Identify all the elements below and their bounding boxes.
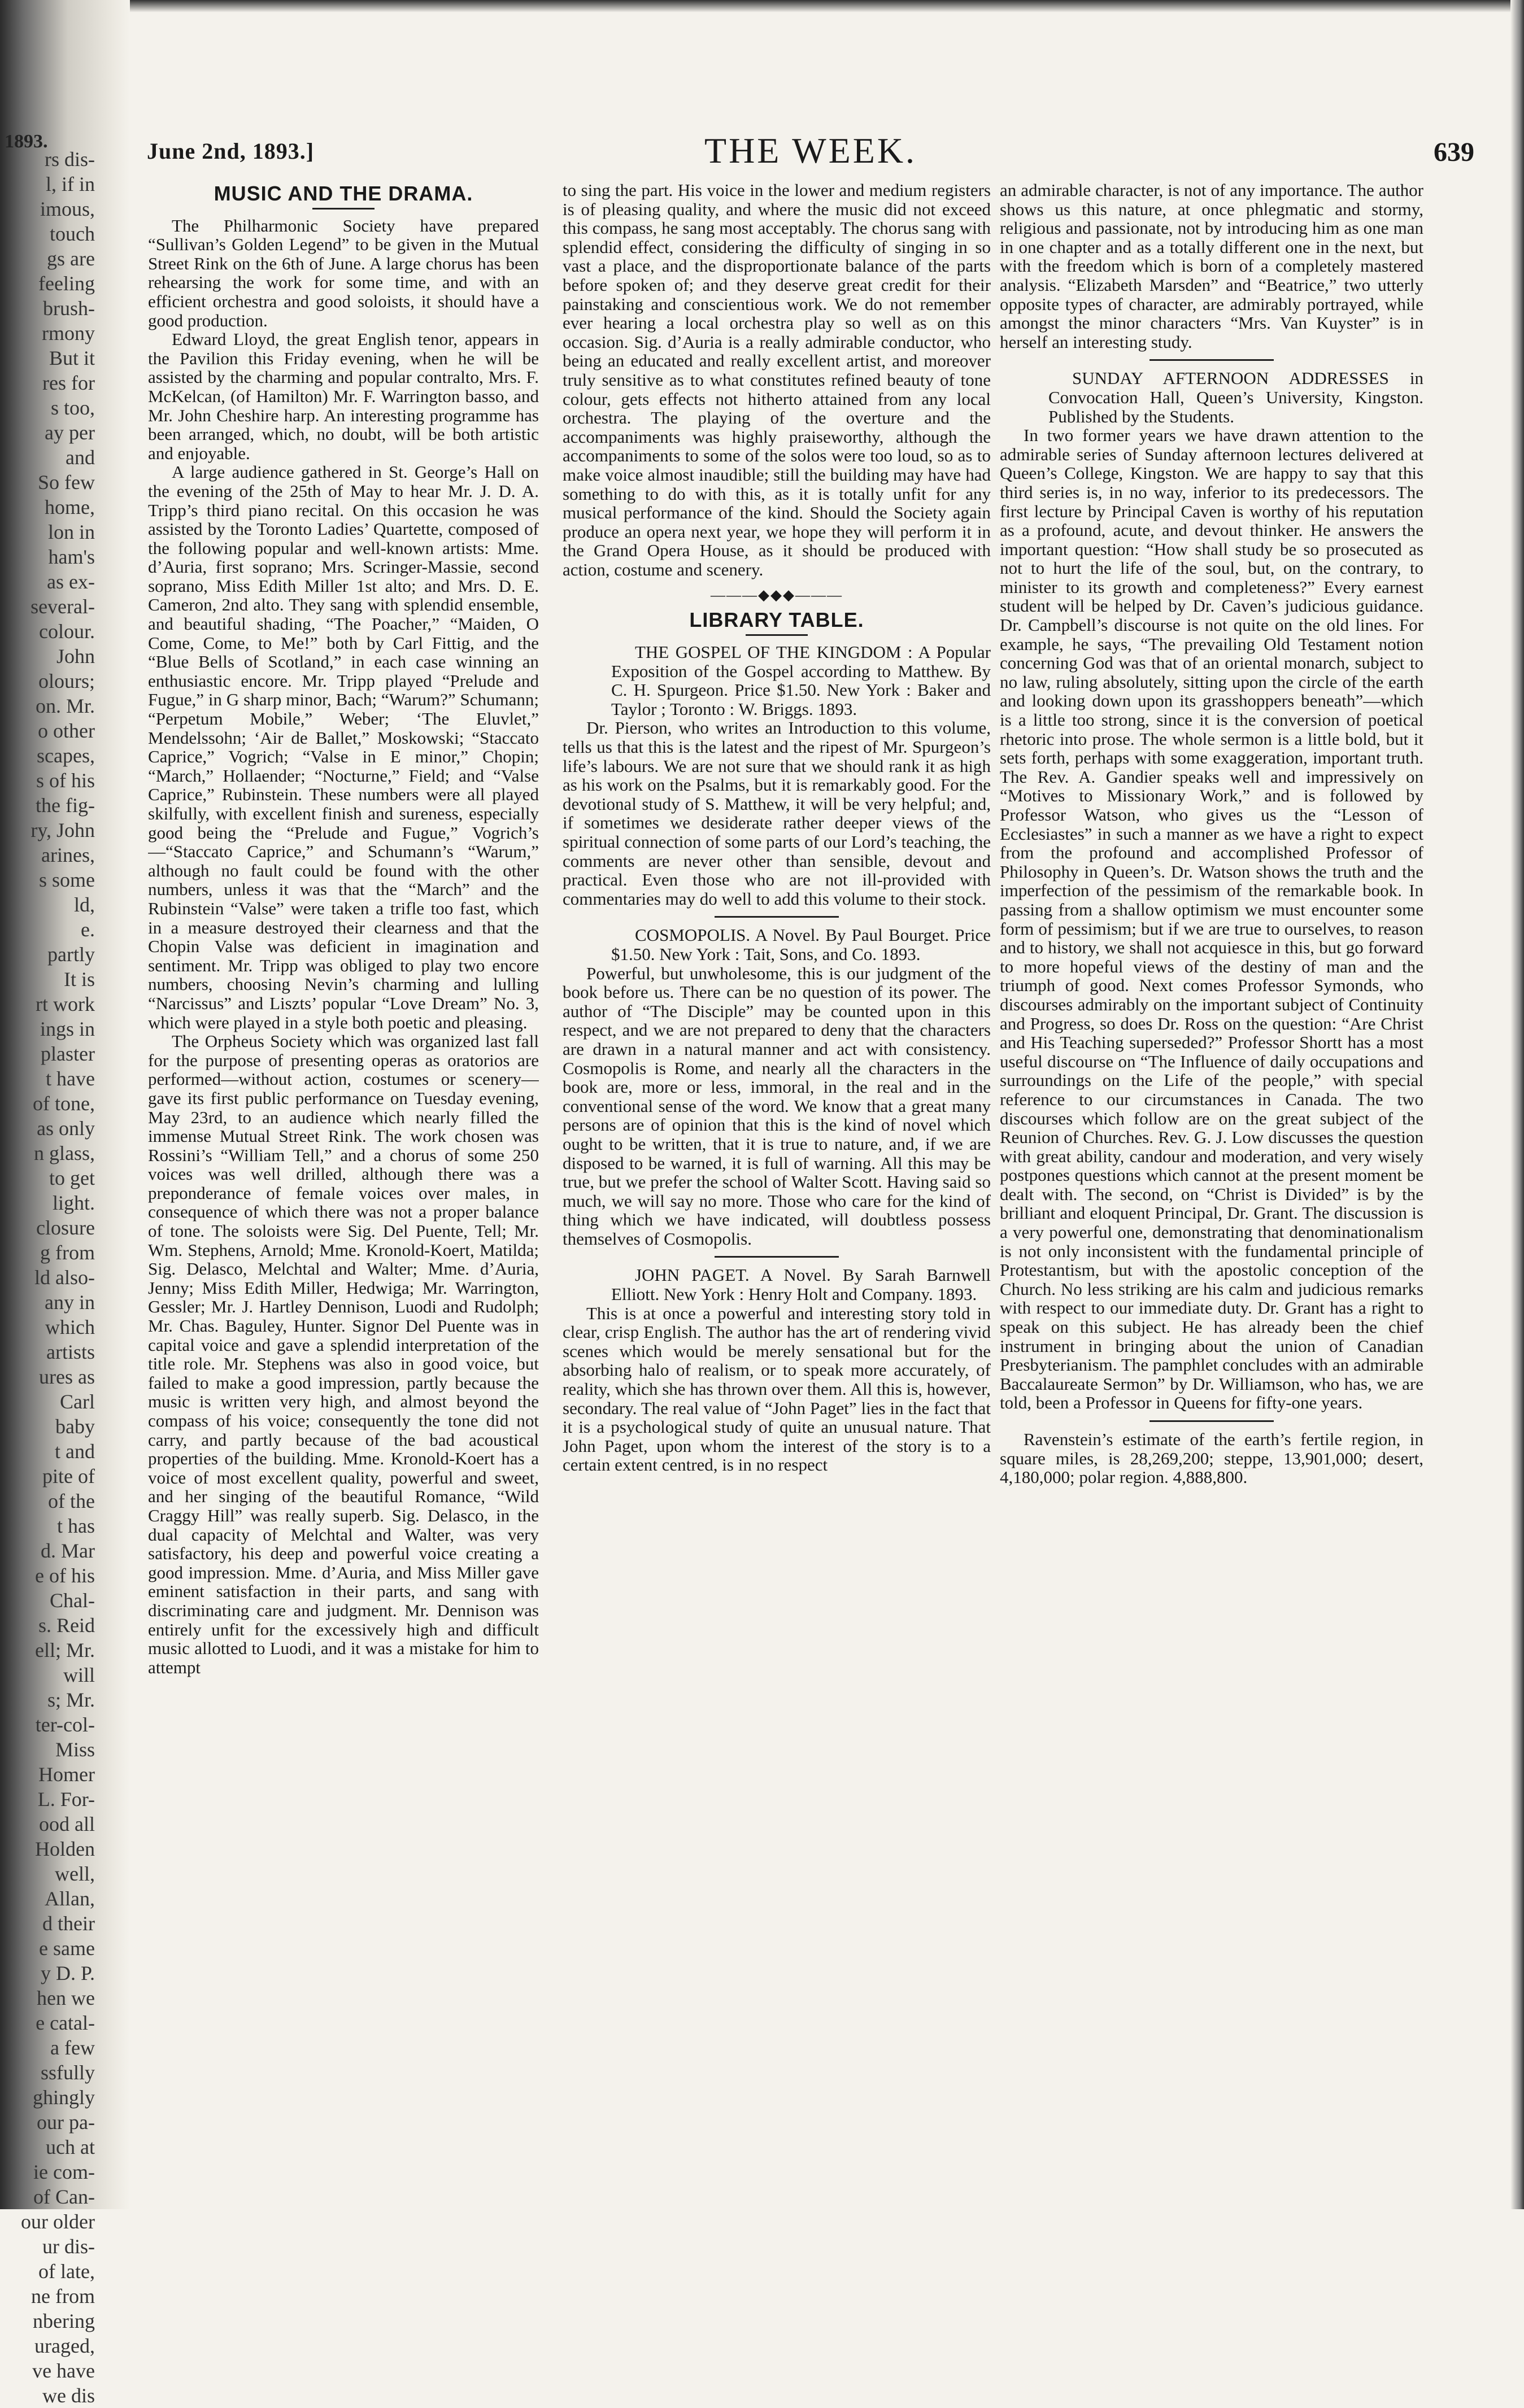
margin-fragment: ood all	[39, 1813, 95, 1835]
margin-fragment: the fig-	[36, 794, 95, 817]
margin-fragment: nbering	[33, 2310, 95, 2332]
margin-fragment: ter-col-	[35, 1713, 95, 1736]
margin-fragment: ur dis-	[42, 2235, 95, 2258]
margin-fragment: ghingly	[32, 2086, 95, 2109]
margin-fragment: pite of	[42, 1465, 95, 1487]
margin-fragment: closure	[36, 1216, 95, 1239]
music-continuation: to sing the part. His voice in the lower and medium registers is of pleasing quality, and where the music did not exceed this compass, he sang most acceptably. The chorus sang with splendid effect, considering the difficulty of singing in so vast a place, and the disproportionate balance of the parts before spoken of; and they deserve great credit for their painstaking and conscientious work. We do not remember ever hearing a local orchestra play so well as on this occasion. Sig. d’Auria is a really admirable conductor, who being an educated and really excellent artist, and moreover truly sensitive as to what constitutes refined beauty of tone colour, gets effects not hitherto attained from any local orchestra. The playing of the overture and the accompaniments was highly praiseworthy, although the accompaniments to some of the solos were too loud, so as to make voice almost inaudible; still the building may have had something to do with this, as it is totally unfit for any musical performance of the kind. Should the Society again produce an opera next year, we hope they will perform it in the Grand Opera House, as it should be produced with action, costume and scenery.	[563, 181, 991, 579]
margin-fragment: e of his	[35, 1564, 95, 1587]
library-heading: LIBRARY TABLE.	[689, 608, 864, 632]
margin-fragment: L. For-	[37, 1788, 95, 1811]
margin-fragment: ham's	[48, 546, 95, 568]
column-1	[148, 181, 539, 2191]
music-paragraph: A large audience gathered in St. George’s Hall on the evening of the 25th of May to hear Mr. J. D. A. Tripp’s third piano recital. On this occasion he was assisted by the Toronto Ladies’ Quartette, composed of the following popular and well-known artists: Mme. d’Auria, first soprano; Mrs. Scringer-Massie, second soprano, Miss Edith Miller 1st alto; and Mrs. D. E. Cameron, 2nd alto. They sang with splendid ensemble, and beautiful shading, “The Poacher,” “Maiden, O Come, Come, to Me!” both by Carl Fittig, and the “Blue Bells of Scotland,” in each case winning an enthusiastic encore. Mr. Tripp played “Prelude and Fugue,” in G sharp minor, Bach; “Warum?” Schumann; “Perpetum Mobile,” Weber; ‘The Eluvlet,” Mendelssohn; ‘Air de Ballet,” Moskowski; “Staccato Caprice,” Vogrich; “Valse in E minor,” Chopin; “March,” Hollaender; “Nocturne,” Field; and “Valse Caprice,” Rubinstein. These numbers were all played skilfully, with excellent finish and sureness, especially good being the “Prelude and Fugue,” Vogrich’s—“Staccato Caprice,” and Schumann’s “Warum,” although no fault could be found with the other numbers, unless it was that the “March” and the Rubinstein “Valse” were taken a trifle too fast, which in a measure destroyed their clearness and that the Chopin Valse was deficient in imagination and sentiment. Mr. Tripp was obliged to play two encore numbers, choosing Nevin’s charming and lulling “Narcissus” and Liszts’ popular “Love Dream” No. 3, which were played in a style both poetic and pleasing.	[148, 462, 539, 1032]
margin-fragment: touch	[50, 223, 95, 245]
margin-fragment: of tone,	[33, 1092, 95, 1115]
margin-fragment: brush-	[43, 297, 95, 320]
margin-fragment: artists	[46, 1341, 95, 1363]
margin-fragment: ings in	[40, 1018, 95, 1040]
margin-fragment: lon in	[47, 521, 95, 543]
heading-rule	[746, 634, 808, 636]
review-divider	[1149, 359, 1274, 361]
section-divider	[1149, 1420, 1274, 1422]
binding-gutter	[0, 0, 130, 2407]
margin-fragment: ne from	[31, 2285, 95, 2307]
review-title: THE GOSPEL OF THE KINGDOM : A Popular Exposition of the Gospel according to Matthew. By C. H. Spurgeon. Price $1.50. New York : Baker and Taylor ; Toronto : W. Briggs. 1893.	[611, 642, 991, 719]
margin-fragment: ve have	[32, 2359, 95, 2382]
review-body: This is at once a powerful and interesting story told in clear, crisp English. The author has the art of rendering vivid scenes which would be merely sensational but for the absorbing halo of realism, or to speak more accurately, of reality, which she has thrown over them. All this is, however, secondary. The real value of “John Paget” lies in the fact that it is a psychological study of quite an unusual nature. That John Paget, upon whom the interest of the story is to a certain extent centred, is in no respect	[563, 1303, 991, 1475]
margin-fragment: s of his	[36, 769, 95, 792]
margin-fragment: s too,	[50, 396, 95, 419]
margin-fragment: olours;	[38, 670, 95, 692]
margin-fragment: uraged,	[34, 2335, 95, 2357]
margin-fragment: y D. P.	[40, 1962, 95, 1984]
margin-fragment: hen we	[37, 1987, 95, 2009]
margin-fragment: imous,	[40, 198, 95, 220]
margin-fragment: t has	[57, 1515, 95, 1537]
margin-fragment: well,	[55, 1862, 95, 1885]
review-divider	[715, 916, 839, 918]
margin-fragment: John	[56, 645, 95, 668]
margin-fragment: ry, John	[31, 819, 95, 841]
review-body: In two former years we have drawn attention to the admirable series of Sunday afternoon lectures delivered at Queen’s College, Kingston. We are happy to say that this third series is, in no way, inferior to its predecessors. The first lecture by Principal Caven is worthy of his reputation as a profound, acute, and devout thinker. He answers the important question: “How shall study be so prosecuted as not to hurt the life of the soul, but, on the contrary, to minister to its growth and completeness?” Every earnest student will be helped by Dr. Caven’s judicious guidance. Dr. Campbell’s discourse is not quite on the old lines. For example, he says, “The prevailing Old Testament notion concerning God was that of an oriental monarch, subject to no law, ruling absolutely, sitting upon the circle of the earth and looking down upon its grasshoppers beneath”—which is a little too strong, since it is the conversion of poetical rhetoric into prose. The whole sermon is a little bold, but it sets forth, perhaps with some exaggeration, important truth. The Rev. A. Gandier speaks well and impressively on “Motives to Missionary Work,” and is followed by Professor Watson, who gives us the “Lesson of Ecclesiastes” in such a manner as we have a right to expect from the profound and accomplished Professor of Philosophy in Queen’s. Dr. Watson shows the truth and the imperfection of the pessimism of the remarkable book. In passing from a shallow optimism we must encounter some form of pessimism; but if we are true to ourselves, to reason and to history, we shall not acquiesce in this, but go forward to more hopeful views of the destiny of man and the triumph of good. Next comes Professor Symonds, who discourses admirably on the important subject of Continuity and Progress, so does Dr. Ross on the question: “Are Christ and His Teaching superseded?” Professor Shortt has a most useful discourse on “The Influence of daily occupations and surroundings on the Life of the people,” with special reference to our circumstances in Canada. The two discourses which follow are on the great subject of the Reunion of Churches. Rev. G. J. Low discusses the question with great ability, candour and moderation, and very wisely postpones questions which cannot at the present moment be dealt with. The second, on “Christ is Divided” is by the brilliant and eloquent Principal, Dr. Grant. The discussion is a very powerful one, demonstrating that denominationalism is not only inconsistent with the fundamental principle of Protestantism, but with the apostolic conception of the Church. No less striking are his calm and judicious remarks with respect to our immediate duty. Dr. Grant has a right to speak on this subject. He has already been the chief instrument in bringing about the union of Canadian Presbyterianism. The pamphlet concludes with an admirable Baccalaureate Sermon” by Dr. Williamson, who has, we are told, been a Professor in Queens for fifty-one years.	[1000, 425, 1423, 1413]
margin-fragment: as ex-	[47, 570, 95, 593]
margin-fragment: plaster	[41, 1042, 95, 1065]
header-date: June 2nd, 1893.]	[147, 138, 315, 164]
margin-fragment: But it	[49, 347, 95, 369]
margin-fragment: home,	[45, 496, 95, 518]
margin-fragment: ld also-	[34, 1266, 95, 1289]
margin-fragment: uch at	[46, 2136, 95, 2158]
margin-fragment: It is	[63, 968, 95, 991]
review-title: SUNDAY AFTERNOON ADDRESSES in Convocation Hall, Queen’s University, Kingston. Published by the Students.	[1048, 368, 1423, 426]
margin-fragment: several-	[31, 595, 95, 618]
margin-fragment: d their	[42, 1912, 95, 1935]
margin-fragment: Carl	[60, 1390, 95, 1413]
page-top-edge	[0, 0, 1524, 12]
margin-fragment: s. Reid	[38, 1614, 95, 1637]
margin-fragment: light.	[52, 1192, 95, 1214]
margin-fragment: which	[45, 1316, 95, 1338]
music-paragraph: Edward Lloyd, the great English tenor, appears in the Pavilion this Friday evening, when he will be assisted by the charming and popular contralto, Mrs. F. McKelcan, (of Hamilton) Mr. F. Warrington basso, and Mr. John Cheshire harp. An interesting programme has been arranged, which, no doubt, will be both artistic and enjoyable.	[148, 329, 539, 463]
page-header	[147, 130, 1474, 181]
margin-fragment: ures as	[39, 1366, 95, 1388]
header-title: THE WEEK.	[704, 130, 917, 171]
margin-fragment: we dis	[42, 2384, 95, 2407]
margin-fragment: d. Mar	[41, 1539, 95, 1562]
review-title: COSMOPOLIS. A Novel. By Paul Bourget. Price $1.50. New York : Tait, Sons, and Co. 1893.	[611, 925, 991, 964]
music-heading: MUSIC AND THE DRAMA.	[214, 182, 473, 205]
margin-fragment: ie com-	[33, 2161, 95, 2183]
margin-fragment: s some	[39, 869, 95, 891]
margin-fragment: as only	[37, 1117, 95, 1140]
margin-fragment: g from	[40, 1241, 95, 1264]
margin-fragment: t have	[46, 1067, 95, 1090]
music-paragraph: The Philharmonic Society have prepared “Sullivan’s Golden Legend” to be given in the Mutual Street Rink on the 6th of June. A large chorus has been rehearsing the work for some time, and with an efficient orchestra and good soloists, it should have a good production.	[148, 215, 539, 330]
margin-fragment: gs are	[47, 247, 95, 270]
margin-fragment: arines,	[41, 844, 95, 866]
margin-fragment: rmony	[42, 322, 95, 344]
margin-fragment: Holden	[35, 1838, 95, 1860]
review-body: Powerful, but unwholesome, this is our judgment of the book before us. There can be no question of its power. The author of “The Disciple” may be counted upon in this respect, and we are not prepared to deny that the characters are drawn in a natural manner and act with consistency. Cosmopolis is Rome, and nearly all the characters in the book are, more or less, immoral, in the real and in the conventional sense of the word. We know that a great many persons are of opinion that this is the kind of novel which ought to be written, that it is true to nature, and, if we are disposed to be warned, it is full of warning. All this may be true, but we prefer the school of Walter Scott. Having said so much, we will say no more. Those who care for the kind of thing which we have indicated, will doubtless possess themselves of Cosmopolis.	[563, 963, 991, 1249]
music-paragraph: The Orpheus Society which was organized last fall for the purpose of presenting operas as oratorios are performed—without action, costumes or scenery—gave its first public performance on Tuesday evening, May 23rd, to an audience which nearly filled the immense Mutual Street Rink. The work chosen was Rossini’s “William Tell,” and a chorus of some 250 voices was well drilled, although there was a preponderance of female voices over males, in consequence of which there was not a proper balance of tone. The soloists were Sig. Del Puente, Tell; Mr. Wm. Stephens, Arnold; Mme. Kronold-Koert, Matilda; Sig. Delasco, Melchtal and Walter; Mme. d’Auria, Jenny; Miss Edith Miller, Hedwiga; Mr. Warrington, Gessler; Mr. J. Hartley Dennison, Luodi and Rudolph; Mr. Chas. Baguley, Hunter. Signor Del Puente was in capital voice and gave a splendid interpretation of the title role. Mr. Stephens was also in good voice, but failed to make a good impression, partly because the music is written very high, and almost beyond the compass of his voice; consequently the tone did not carry, and partly because of the bad acoustical properties of the building. Mme. Kronold-Koert has a voice of most excellent quality, powerful and sweet, and her singing of the beautiful Romance, “Wild Craggy Hill” was really superb. Sig. Delasco, in the dual capacity of Melchtal and Walter, was very satisfactory, his deep and powerful voice creating a good impression. Mme. d’Auria, and Miss Miller gave eminent satisfaction in their parts, and sang with discriminating care and judgment. Mr. Dennison was entirely unfit for the excessively high and difficult music allotted to Luodi, and it was a mistake for him to attempt	[148, 1031, 539, 1677]
margin-fragment: So few	[38, 471, 95, 494]
margin-fragment: on. Mr.	[35, 695, 95, 717]
review-divider	[715, 1256, 839, 1258]
margin-fragment: baby	[55, 1415, 95, 1438]
margin-year: 1893.	[5, 131, 48, 152]
margin-fragment: rt work	[36, 993, 95, 1015]
ornamental-rule: ———◆◆◆———	[711, 587, 843, 604]
margin-fragment: colour.	[39, 620, 95, 643]
margin-fragment: n glass,	[34, 1142, 95, 1164]
margin-fragment: Allan,	[45, 1887, 95, 1910]
statistics-note: Ravenstein’s estimate of the earth’s fertile region, in square miles, is 28,269,200; steppe, 13,901,000; desert, 4,180,000; polar region. 4,888,800.	[1000, 1429, 1423, 1487]
margin-fragment: of the	[48, 1490, 95, 1512]
margin-fragment: ld,	[73, 893, 95, 916]
page-right-edge	[1510, 0, 1524, 2209]
column-3	[1000, 181, 1423, 2191]
margin-fragment: Homer	[38, 1763, 95, 1786]
margin-fragment: of late,	[38, 2260, 95, 2283]
margin-fragment: feeling	[38, 272, 95, 295]
margin-fragment: of Can-	[33, 2185, 95, 2208]
column-2	[563, 181, 991, 2191]
review-continuation: an admirable character, is not of any importance. The author shows us this nature, at once phlegmatic and stormy, religious and passionate, not by introducing him as one man in one chapter and as a totally different one in the next, but with the freedom which is born of a completely mastered analysis. “Elizabeth Marsden” and “Beatrice,” two utterly opposite types of character, are admirably portrayed, while amongst the minor characters “Mrs. Van Kuyster” is in herself an interesting study.	[1000, 181, 1423, 352]
margin-fragment: e same	[39, 1937, 95, 1960]
margin-fragment: Chal-	[50, 1589, 95, 1612]
margin-fragment: Miss	[55, 1738, 95, 1761]
margin-fragment: t and	[55, 1440, 95, 1463]
margin-fragment: a few	[50, 2036, 95, 2059]
margin-fragment: scapes,	[37, 744, 95, 767]
margin-fragment: e.	[81, 918, 95, 941]
review-title: JOHN PAGET. A Novel. By Sarah Barnwell Elliott. New York : Henry Holt and Company. 1893.	[611, 1265, 991, 1305]
margin-fragment: partly	[47, 943, 95, 966]
margin-fragment: to get	[49, 1167, 95, 1189]
review-body: Dr. Pierson, who writes an Introduction to this volume, tells us that this is the latest and the ripest of Mr. Spurgeon’s life’s labours. We are not sure that we should rank it as high as his work on the Psalms, but it is remarkably good. For the devotional study of S. Matthew, it will be very helpful; and, if sometimes we desiderate rather deeper views of the spiritual connection of some parts of our Lord’s teaching, the comments are never other than sensible, devout and practical. Even those who are not ill-provided with commentaries may do well to add this volume to their stock.	[563, 718, 991, 909]
header-page-number: 639	[1434, 137, 1474, 167]
margin-fragments	[5, 147, 95, 2408]
margin-fragment: ay per	[45, 421, 95, 444]
margin-fragment: any in	[45, 1291, 95, 1314]
margin-fragment: o other	[38, 719, 95, 742]
margin-fragment: rs dis-	[45, 148, 95, 171]
margin-fragment: ell; Mr.	[35, 1639, 95, 1661]
margin-fragment: our pa-	[37, 2111, 95, 2134]
margin-fragment: res for	[42, 372, 95, 394]
margin-fragment: e catal-	[36, 2012, 95, 2034]
margin-fragment: our older	[21, 2210, 95, 2233]
margin-fragment: will	[63, 1664, 95, 1686]
margin-fragment: l, if in	[46, 173, 95, 195]
heading-rule	[312, 208, 375, 210]
margin-fragment: ssfully	[40, 2061, 95, 2084]
margin-fragment: and	[66, 446, 95, 469]
margin-fragment: s; Mr.	[47, 1689, 95, 1711]
